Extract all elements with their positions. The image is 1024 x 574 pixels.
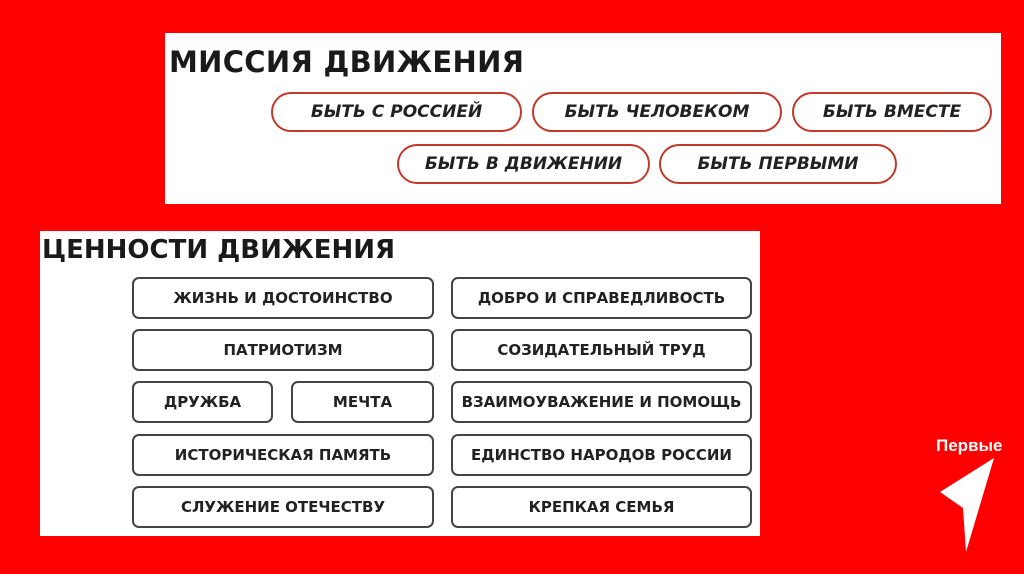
mission-item-be-human[interactable]: БЫТЬ ЧЕЛОВЕКОМ <box>532 92 782 132</box>
arrow-shape <box>940 458 994 552</box>
mission-panel <box>165 33 1001 204</box>
values-title: ЦЕННОСТИ ДВИЖЕНИЯ <box>42 235 395 265</box>
value-strong-family: КРЕПКАЯ СЕМЬЯ <box>451 486 752 528</box>
value-historical-memory: ИСТОРИЧЕСКАЯ ПАМЯТЬ <box>132 434 434 476</box>
value-kindness-justice: ДОБРО И СПРАВЕДЛИВОСТЬ <box>451 277 752 319</box>
logo-text: Первые <box>936 436 1003 455</box>
values-panel <box>40 231 760 536</box>
value-unity-of-peoples: ЕДИНСТВО НАРОДОВ РОССИИ <box>451 434 752 476</box>
value-mutual-respect: ВЗАИМОУВАЖЕНИЕ И ПОМОЩЬ <box>451 381 752 423</box>
mission-item-be-first[interactable]: БЫТЬ ПЕРВЫМИ <box>659 144 897 184</box>
mission-title: МИССИЯ ДВИЖЕНИЯ <box>169 45 525 79</box>
value-dream: МЕЧТА <box>291 381 434 423</box>
mission-item-together[interactable]: БЫТЬ ВМЕСТЕ <box>792 92 992 132</box>
value-serving-fatherland: СЛУЖЕНИЕ ОТЕЧЕСТВУ <box>132 486 434 528</box>
value-friendship: ДРУЖБА <box>132 381 273 423</box>
value-patriotism: ПАТРИОТИЗМ <box>132 329 434 371</box>
value-life-dignity: ЖИЗНЬ И ДОСТОИНСТВО <box>132 277 434 319</box>
mission-item-with-russia[interactable]: БЫТЬ С РОССИЕЙ <box>271 92 522 132</box>
mission-item-in-movement[interactable]: БЫТЬ В ДВИЖЕНИИ <box>397 144 650 184</box>
arrow-icon <box>938 456 998 556</box>
value-creative-labor: СОЗИДАТЕЛЬНЫЙ ТРУД <box>451 329 752 371</box>
